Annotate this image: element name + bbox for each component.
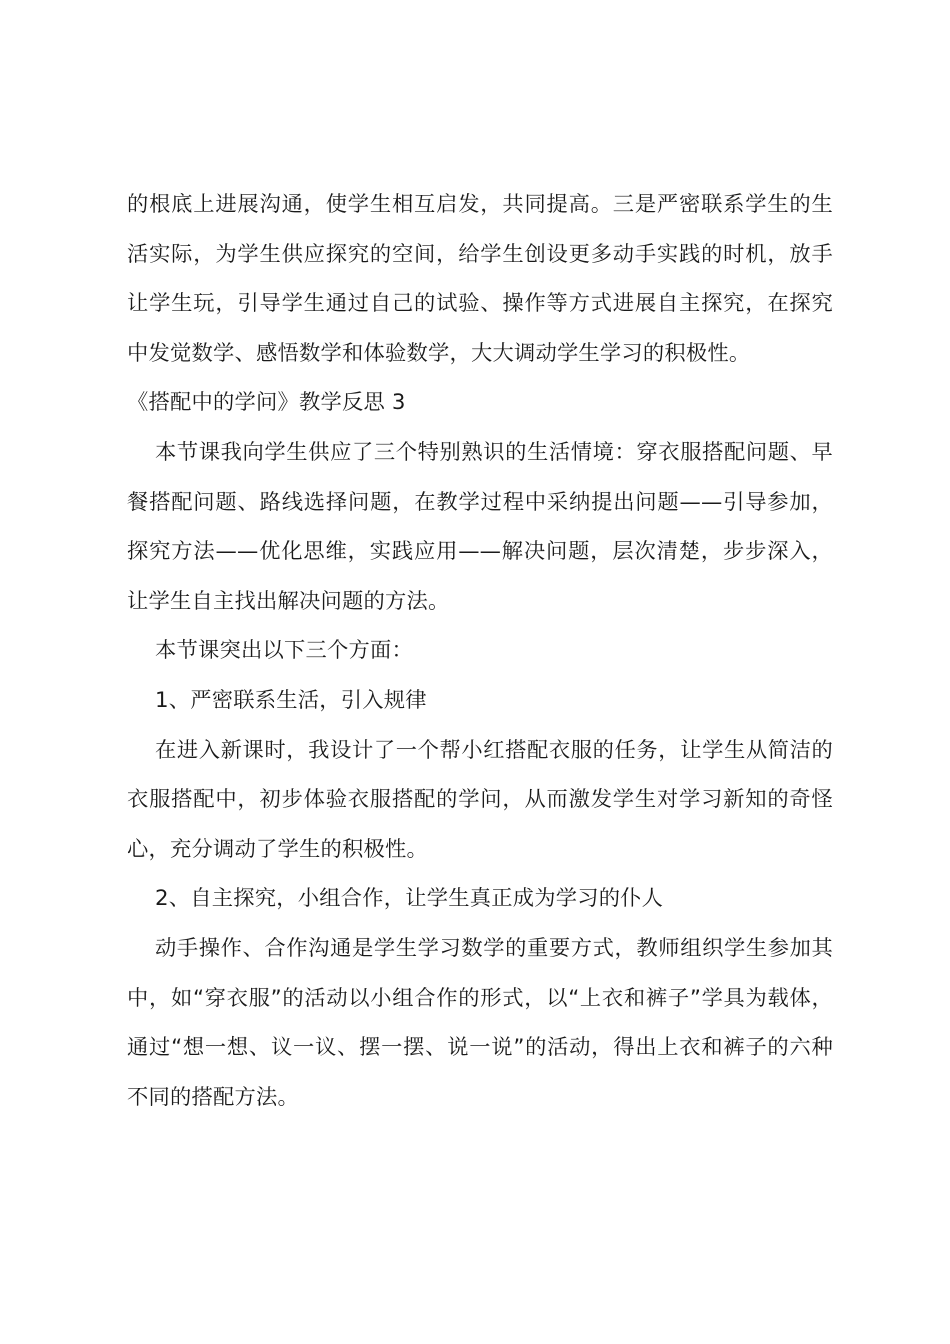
document-body bbox=[127, 180, 833, 1122]
section-title: 《搭配中的学问》教学反思 3 bbox=[127, 390, 406, 416]
paragraph-point-2-detail: 动手操作、合作沟通是学生学习数学的重要方式，教师组织学生参加其中，如“穿衣服”的活动以小组合作的形式，以“上衣和裤子”学具为载体，通过“想一想、议一议、摆一摆、说一说”的活动，得出上衣和裤子的六种不同的搭配方法。 bbox=[127, 935, 833, 1110]
list-point-2: 2、自主探究，小组合作，让学生真正成为学习的仆人 bbox=[155, 886, 664, 912]
paragraph-summary: 本节课突出以下三个方面： bbox=[155, 638, 413, 664]
paragraph-intro: 本节课我向学生供应了三个特别熟识的生活情境：穿衣服搭配问题、早餐搭配问题、路线选择问题，在教学过程中采纳提出问题——引导参加，探究方法——优化思维，实践应用——解决问题，层次清楚，步步深入，让学生自主找出解决问题的方法。 bbox=[127, 439, 833, 614]
paragraph-point-1-detail: 在进入新课时，我设计了一个帮小红搭配衣服的任务，让学生从简洁的衣服搭配中，初步体验衣服搭配的学问，从而激发学生对学习新知的奇怪心，充分调动了学生的积极性。 bbox=[127, 737, 833, 862]
list-point-1: 1、严密联系生活，引入规律 bbox=[155, 687, 427, 713]
paragraph-continuation: 的根底上进展沟通，使学生相互启发，共同提高。三是严密联系学生的生活实际，为学生供应探究的空间，给学生创设更多动手实践的时机，放手让学生玩，引导学生通过自己的试验、操作等方式进展自主探究，在探究中发觉数学、感悟数学和体验数学，大大调动学生学习的积极性。 bbox=[127, 192, 833, 366]
